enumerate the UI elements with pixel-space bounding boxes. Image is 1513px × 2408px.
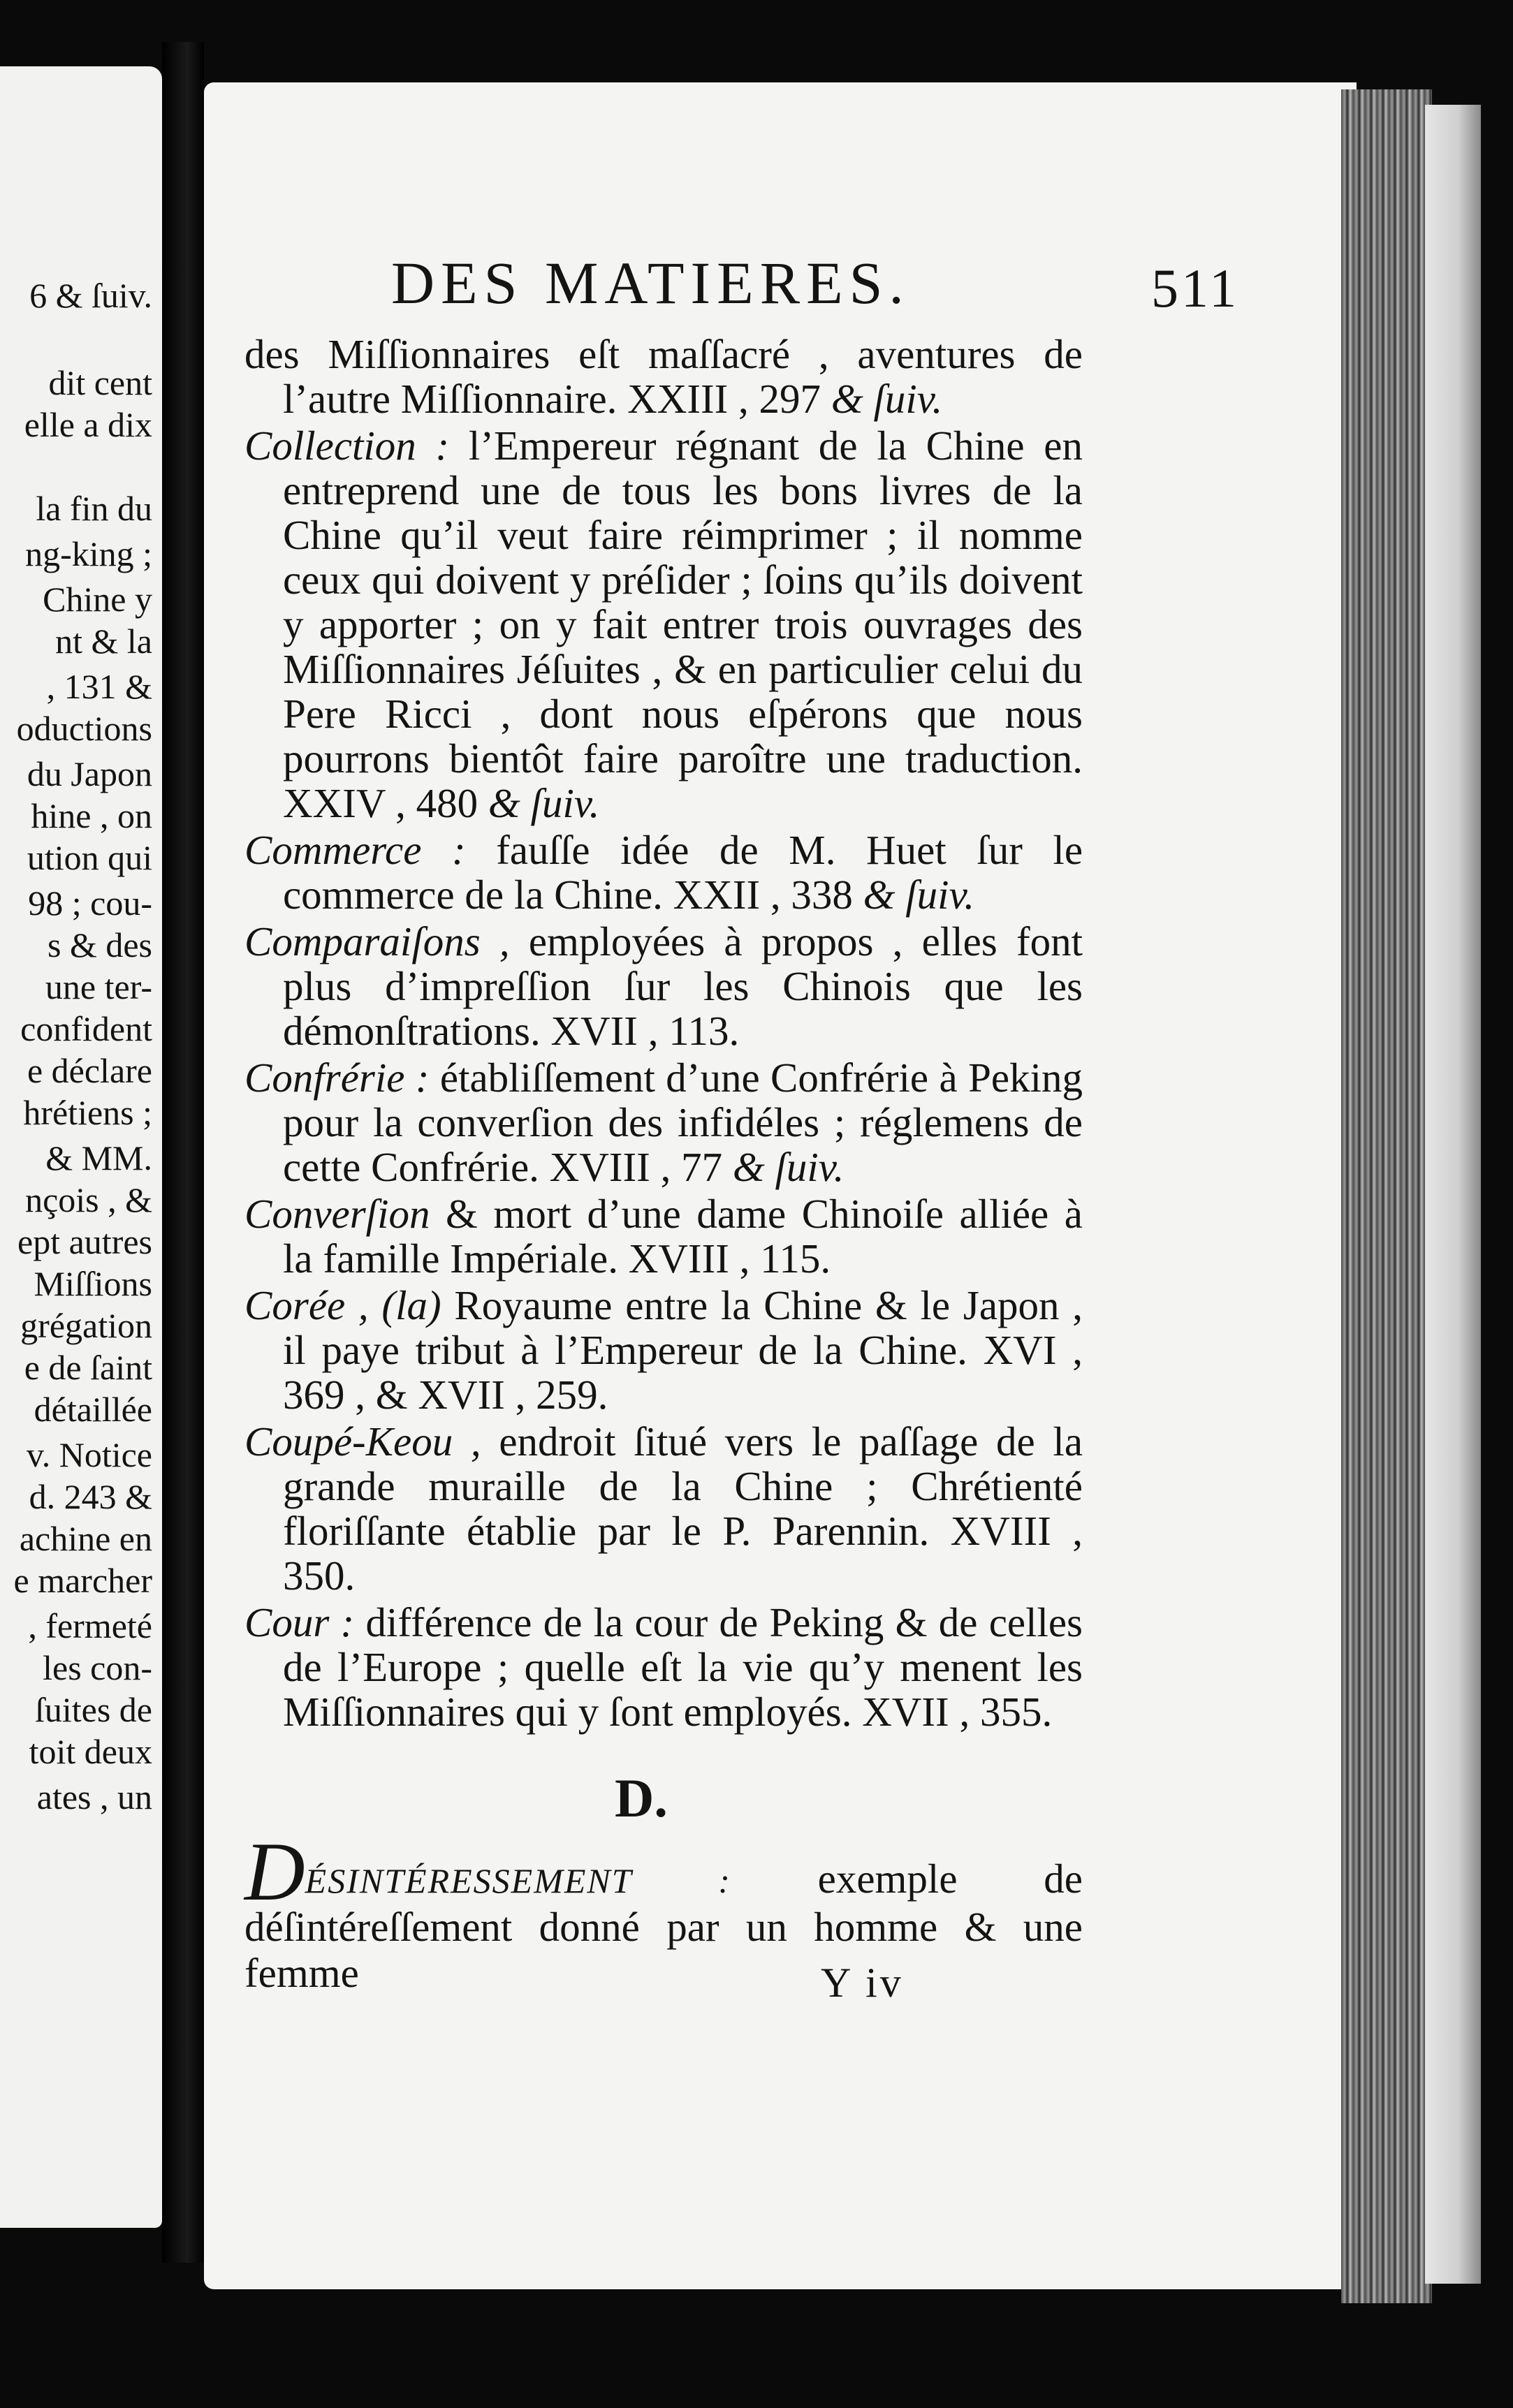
page-edges xyxy=(1341,89,1432,2303)
entry-tail: & ſuiv. xyxy=(831,376,943,422)
left-page-text-fragment: toit deux xyxy=(29,1732,152,1771)
left-page-text-fragment: elle a dix xyxy=(24,405,152,444)
index-entry xyxy=(244,1419,1083,1598)
left-page-text-fragment: & MM. xyxy=(45,1138,152,1177)
gutter-shadow xyxy=(162,42,204,2263)
left-page-text-fragment: oductions xyxy=(16,709,152,748)
left-page-text-fragment: détaillée xyxy=(34,1390,152,1429)
index-entry xyxy=(244,332,1083,421)
left-page-text-fragment: du Japon xyxy=(27,754,152,793)
entry-term: Converſion xyxy=(244,1191,430,1237)
entry-term: Cour : xyxy=(244,1599,355,1645)
entry-text: établiſſement d’une Confrérie à Peking pour la converſion des infidéles ; réglemens de cette Confrérie. XVIII , 77 xyxy=(283,1055,1083,1190)
left-page-text-fragment: e de ſaint xyxy=(24,1348,152,1387)
entry-text: fauſſe idée de M. Huet ſur le commerce de la Chine. XXII , 338 xyxy=(283,827,1083,918)
entry-tail: & ſuiv. xyxy=(863,872,975,918)
left-page-text-fragment: dit cent xyxy=(48,363,152,402)
left-page-text-fragment: grégation xyxy=(20,1306,152,1345)
left-page-text-fragment: s & des xyxy=(47,925,152,964)
page-edges-outer xyxy=(1425,105,1481,2284)
entry-text: employées à propos , elles font plus d’impreſſion ſur les Chinois que les démonſtrations. XVII , 113. xyxy=(283,918,1083,1054)
left-page-text-fragment: achine en xyxy=(19,1519,152,1558)
index-entry xyxy=(244,423,1083,825)
entry-tail: & ſuiv. xyxy=(732,1144,845,1190)
left-page-text-fragment: nt & la xyxy=(55,622,152,661)
entry-term: Comparaiſons , xyxy=(244,918,510,964)
entry-text: exemple de déſintéreſſement donné par un homme & une femme xyxy=(244,1856,1083,1996)
entry-term: ÉSINTÉRESSEMENT : xyxy=(305,1861,731,1900)
left-page-text-fragment: hrétiens ; xyxy=(23,1093,152,1132)
left-page-text-fragment: la fin du xyxy=(36,489,152,528)
left-page-text-fragment: nçois , & xyxy=(25,1180,152,1219)
index-entry xyxy=(244,828,1083,917)
left-page-text-fragment: e marcher xyxy=(13,1561,152,1600)
index-entry xyxy=(244,919,1083,1053)
left-page-text-fragment: Chine y xyxy=(43,580,152,619)
left-page-text-fragment: ept autres xyxy=(17,1222,152,1261)
left-page-text-fragment: v. Notice xyxy=(26,1435,152,1474)
left-page-text-fragment: , fermeté xyxy=(28,1606,152,1645)
left-page-text-fragment: e déclare xyxy=(27,1051,152,1090)
entry-term: Corée , (la) xyxy=(244,1282,441,1328)
left-page-text-fragment: hine , on xyxy=(31,796,152,835)
index-entry xyxy=(244,1191,1083,1281)
left-page-text-fragment: d. 243 & xyxy=(29,1477,152,1516)
left-page xyxy=(0,66,162,2228)
left-page-text-fragment: ution qui xyxy=(27,838,152,877)
left-page-text-fragment: Miſſions xyxy=(34,1264,152,1303)
left-page-text-fragment: une ter- xyxy=(45,967,152,1006)
index-entry-d xyxy=(244,1825,1083,1996)
drop-initial: D xyxy=(244,1825,305,1918)
page-number: 511 xyxy=(1151,258,1240,318)
left-page-text-fragment: les con- xyxy=(43,1648,152,1687)
index-entries xyxy=(244,332,1083,1736)
entry-text: des Miſſionnaires eſt maſſacré , aventures de l’autre Miſſionnaire. XXIII , 297 xyxy=(244,331,1083,422)
left-page-text-fragment: 98 ; cou- xyxy=(28,883,152,923)
left-page-text-fragment: confident xyxy=(20,1009,152,1048)
left-page-text-fragment: , 131 & xyxy=(46,667,152,706)
entry-text: & mort d’une dame Chinoiſe alliée à la famille Impériale. XVIII , 115. xyxy=(283,1191,1083,1282)
index-entry xyxy=(244,1600,1083,1734)
entry-term: Collection : xyxy=(244,423,450,469)
entry-term: Commerce : xyxy=(244,827,466,873)
index-entry xyxy=(244,1055,1083,1189)
entry-term: Coupé-Keou , xyxy=(244,1418,481,1464)
left-page-text-fragment: ſuites de xyxy=(34,1690,152,1729)
left-page-text-fragment: ates , un xyxy=(36,1777,152,1816)
signature-mark: Y iv xyxy=(821,1960,904,2006)
section-letter: D. xyxy=(615,1768,668,1828)
entry-text: endroit ſitué vers le paſſage de la grande muraille de la Chine ; Chrétienté floriſſante établie par le P. Parennin. XVIII , 350. xyxy=(283,1418,1083,1599)
entry-tail: & ſuiv. xyxy=(488,780,600,826)
entry-text: différence de la cour de Peking & de celles de l’Europe ; quelle eſt la vie qu’y menent les Miſſionnaires qui y ſont employés. XVII , 355. xyxy=(283,1599,1083,1735)
entry-text: l’Empereur régnant de la Chine en entreprend une de tous les bons livres de la Chine qu’il veut faire réimprimer ; il nomme ceux qui doivent y préſider ; ſoins qu’ils doivent y apporter ; on y fait entrer trois ouvrages des Miſſionnaires Jéſuites , & en particulier celui du Pere Ricci , dont nous eſpérons que nous pourrons bientôt faire paroître une traduction. XXIV , 480 xyxy=(283,423,1083,826)
entry-term: Confrérie : xyxy=(244,1055,430,1101)
running-head: DES MATIERES. xyxy=(391,249,910,316)
left-page-text-fragment: ng-king ; xyxy=(25,534,152,573)
left-page-text-fragment: 6 & ſuiv. xyxy=(29,276,152,315)
index-entry xyxy=(244,1283,1083,1417)
entry-text: Royaume entre la Chine & le Japon , il paye tribut à l’Empereur de la Chine. XVI , 369 , & XVII , 259. xyxy=(283,1282,1083,1418)
